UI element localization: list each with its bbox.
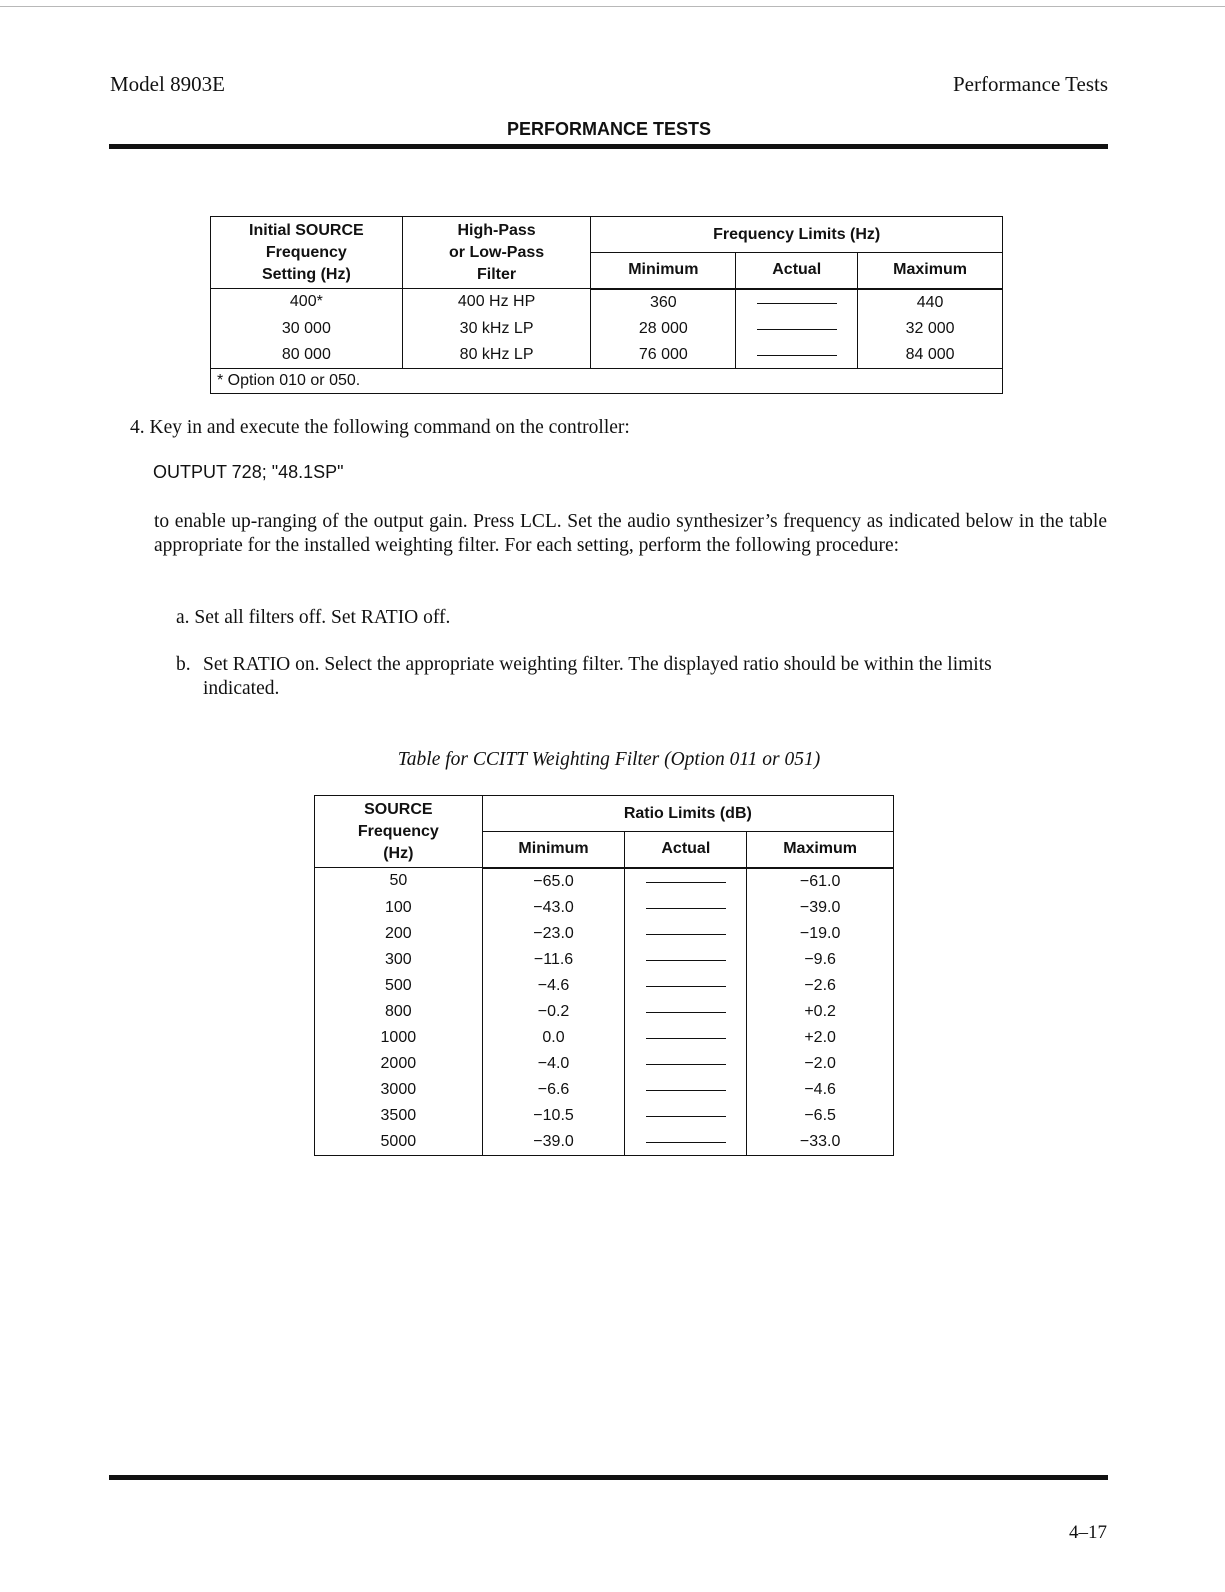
minimum-cell: −65.0	[482, 868, 625, 895]
substep-b-continuation: indicated.	[203, 678, 280, 699]
col-group-frequency-limits: Frequency Limits (Hz)	[591, 217, 1003, 253]
minimum-cell: −6.6	[482, 1077, 625, 1103]
source-frequency-cell: 2000	[315, 1051, 483, 1077]
actual-entry-blank[interactable]	[646, 869, 726, 883]
minimum-cell: −11.6	[482, 947, 625, 973]
table-row	[315, 868, 894, 895]
table-row	[315, 921, 894, 947]
minimum-cell: 0.0	[482, 1025, 625, 1051]
header-rule	[109, 144, 1108, 149]
table-row	[315, 973, 894, 999]
actual-cell	[625, 1051, 747, 1077]
table-row	[315, 1051, 894, 1077]
actual-cell	[625, 1129, 747, 1156]
minimum-cell: −4.6	[482, 973, 625, 999]
table-row	[211, 316, 1003, 342]
col-header-filter: High-Pass or Low-Pass Filter	[402, 217, 591, 289]
col-header-actual: Actual	[736, 253, 858, 289]
maximum-cell: 440	[858, 289, 1003, 316]
actual-entry-blank[interactable]	[646, 921, 726, 935]
source-frequency-cell: 800	[315, 999, 483, 1025]
minimum-cell: 28 000	[591, 316, 736, 342]
actual-cell	[625, 999, 747, 1025]
maximum-cell: −33.0	[747, 1129, 894, 1156]
minimum-cell: 360	[591, 289, 736, 316]
source-frequency-cell: 200	[315, 921, 483, 947]
filter-cell: 80 kHz LP	[402, 342, 591, 369]
substep-a-text: Set all filters off. Set RATIO off.	[194, 607, 451, 628]
substep-b-label: b.	[176, 654, 191, 675]
actual-cell	[736, 342, 858, 369]
actual-entry-blank[interactable]	[757, 342, 837, 356]
section-title: PERFORMANCE TESTS	[506, 119, 711, 139]
minimum-cell: −4.0	[482, 1051, 625, 1077]
step-text: Key in and execute the following command on the controller:	[149, 417, 630, 438]
source-frequency-cell: 1000	[315, 1025, 483, 1051]
table-row	[315, 1129, 894, 1156]
col-header-maximum: Maximum	[747, 832, 894, 868]
substep-a	[176, 606, 450, 630]
table-row	[211, 289, 1003, 316]
table-row	[315, 947, 894, 973]
actual-entry-blank[interactable]	[646, 895, 726, 909]
source-frequency-cell: 5000	[315, 1129, 483, 1156]
maximum-cell: −9.6	[747, 947, 894, 973]
source-frequency-cell: 50	[315, 868, 483, 895]
minimum-cell: −39.0	[482, 1129, 625, 1156]
source-frequency-cell: 300	[315, 947, 483, 973]
col-header-minimum: Minimum	[591, 253, 736, 289]
minimum-cell: 76 000	[591, 342, 736, 369]
substep-b-text: Set RATIO on. Select the appropriate weighting filter. The displayed ratio should be within the limits	[203, 654, 992, 675]
source-frequency-cell: 3500	[315, 1103, 483, 1129]
actual-cell	[625, 868, 747, 895]
instruction-paragraph: to enable up-ranging of the output gain. Press LCL. Set the audio synthesizer’s frequency as indicated below in the table appropriate for the installed weighting filter. For each setting, perform the following procedure:	[154, 511, 1107, 556]
actual-entry-blank[interactable]	[646, 1129, 726, 1143]
minimum-cell: −43.0	[482, 895, 625, 921]
substep-a-label: a.	[176, 607, 190, 628]
maximum-cell: 84 000	[858, 342, 1003, 369]
table-body	[315, 868, 894, 1156]
maximum-cell: −2.6	[747, 973, 894, 999]
actual-entry-blank[interactable]	[646, 1051, 726, 1065]
source-frequency-cell: 3000	[315, 1077, 483, 1103]
actual-cell	[625, 1077, 747, 1103]
header-model: Model 8903E	[110, 72, 225, 96]
scan-edge-line	[0, 6, 1225, 7]
table-body	[211, 289, 1003, 369]
filter-cell: 30 kHz LP	[402, 316, 591, 342]
col-header-source-frequency: SOURCE Frequency (Hz)	[315, 796, 483, 868]
page-number: 4–17	[1069, 1522, 1107, 1543]
actual-entry-blank[interactable]	[646, 1103, 726, 1117]
col-header-initial-source: Initial SOURCE Frequency Setting (Hz)	[211, 217, 403, 289]
footer-rule	[109, 1475, 1108, 1480]
actual-cell	[625, 973, 747, 999]
source-frequency-cell: 100	[315, 895, 483, 921]
source-frequency-cell: 500	[315, 973, 483, 999]
table-row	[315, 1077, 894, 1103]
maximum-cell: +2.0	[747, 1025, 894, 1051]
actual-entry-blank[interactable]	[646, 973, 726, 987]
actual-cell	[736, 316, 858, 342]
actual-entry-blank[interactable]	[646, 1025, 726, 1039]
step-4	[130, 416, 630, 440]
minimum-cell: −23.0	[482, 921, 625, 947]
col-header-maximum: Maximum	[858, 253, 1003, 289]
filter-cell: 400 Hz HP	[402, 289, 591, 316]
maximum-cell: −61.0	[747, 868, 894, 895]
source-frequency-cell: 400*	[211, 289, 403, 316]
source-frequency-cell: 80 000	[211, 342, 403, 369]
command-text: OUTPUT 728; "48.1SP"	[153, 462, 344, 482]
col-header-minimum: Minimum	[482, 832, 625, 868]
col-group-ratio-limits: Ratio Limits (dB)	[482, 796, 893, 832]
actual-cell	[625, 1025, 747, 1051]
actual-cell	[736, 289, 858, 316]
actual-cell	[625, 921, 747, 947]
actual-cell	[625, 947, 747, 973]
actual-entry-blank[interactable]	[757, 290, 837, 304]
actual-cell	[625, 1103, 747, 1129]
frequency-limits-table	[210, 216, 1003, 394]
maximum-cell: +0.2	[747, 999, 894, 1025]
table-row	[315, 1025, 894, 1051]
maximum-cell: −2.0	[747, 1051, 894, 1077]
substep-b	[176, 653, 1107, 701]
actual-entry-blank[interactable]	[646, 947, 726, 961]
table-row	[211, 342, 1003, 369]
table-footnote: * Option 010 or 050.	[211, 368, 1003, 393]
ratio-limits-table	[314, 795, 894, 1156]
maximum-cell: −4.6	[747, 1077, 894, 1103]
col-header-actual: Actual	[625, 832, 747, 868]
actual-cell	[625, 895, 747, 921]
actual-entry-blank[interactable]	[646, 999, 726, 1013]
table-row	[315, 895, 894, 921]
minimum-cell: −10.5	[482, 1103, 625, 1129]
source-frequency-cell: 30 000	[211, 316, 403, 342]
table-row	[315, 1103, 894, 1129]
table-row	[315, 999, 894, 1025]
step-number: 4.	[130, 417, 145, 438]
actual-entry-blank[interactable]	[646, 1077, 726, 1091]
minimum-cell: −0.2	[482, 999, 625, 1025]
maximum-cell: 32 000	[858, 316, 1003, 342]
maximum-cell: −19.0	[747, 921, 894, 947]
maximum-cell: −39.0	[747, 895, 894, 921]
table-caption: Table for CCITT Weighting Filter (Option 011 or 051)	[397, 749, 821, 770]
actual-entry-blank[interactable]	[757, 316, 837, 330]
header-chapter: Performance Tests	[952, 72, 1108, 96]
maximum-cell: −6.5	[747, 1103, 894, 1129]
